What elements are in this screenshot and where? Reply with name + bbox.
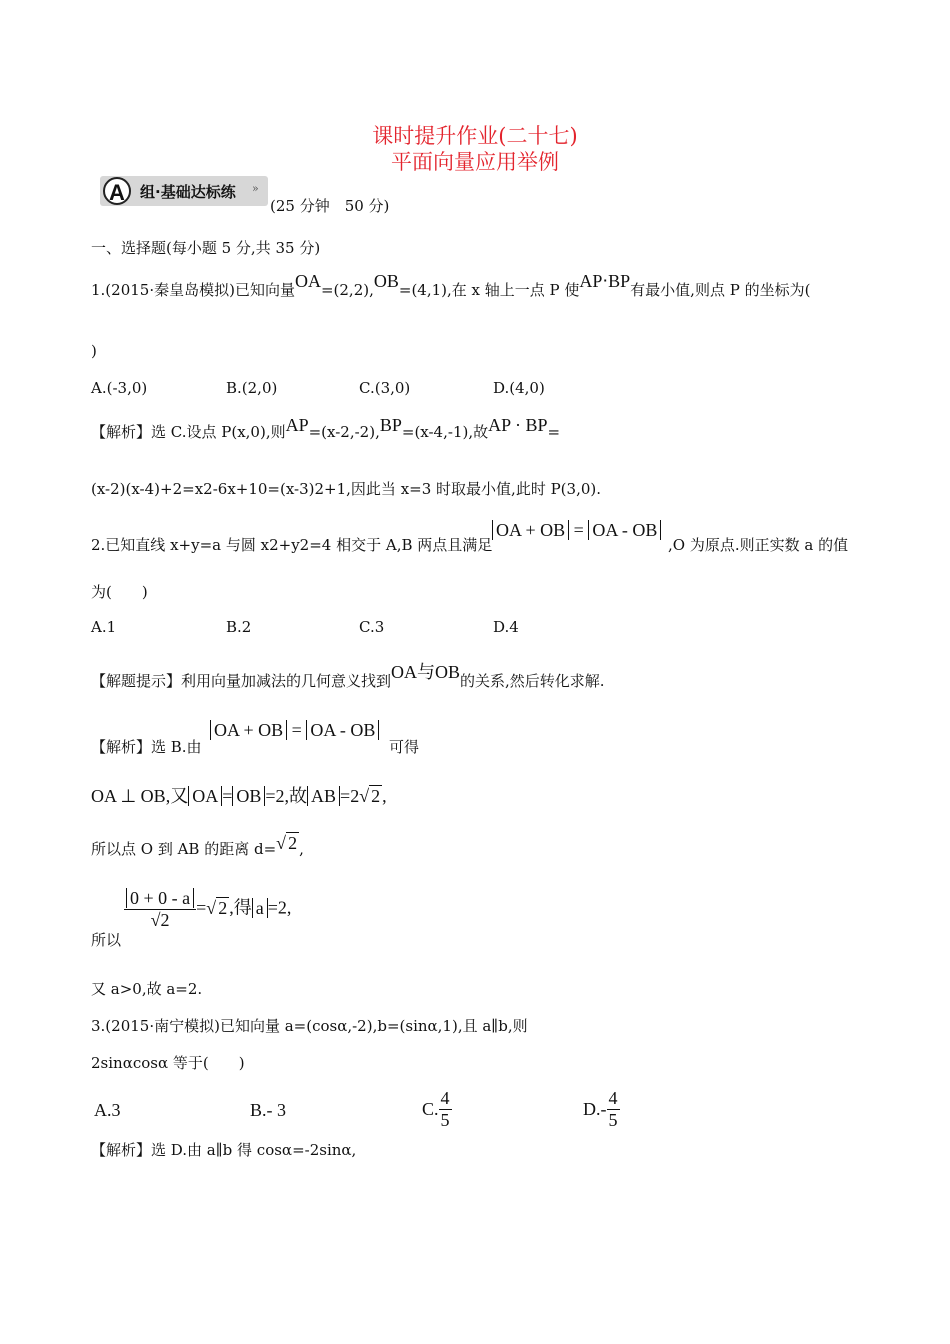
- q2-fraction-line: [124, 888, 291, 931]
- q3-option-b: B.- 3: [250, 1100, 286, 1120]
- q1-sol-vector-bp: BP: [379, 415, 402, 435]
- q2-frac-radicand: 2: [218, 897, 228, 918]
- q1-sol-vector-dot: AP · BP: [488, 415, 548, 435]
- q2-equation: [492, 516, 661, 546]
- q2-hint: [91, 662, 605, 692]
- q1-text-3: 有最小值,则点 P 的坐标为(: [630, 281, 811, 299]
- q2-line-2: 为( ): [91, 583, 148, 601]
- q2-hint-expr: OA与OB: [391, 662, 461, 682]
- q2-frac-get: ,得: [229, 897, 252, 918]
- q3-optd-fraction: [607, 1088, 620, 1131]
- q1-vector-oa: OA: [294, 271, 321, 291]
- page-title: 课时提升作业(二十七): [372, 124, 578, 148]
- q2-expr-left: OA + OB: [492, 520, 569, 540]
- q1-solution: [91, 415, 561, 442]
- q2-fraction: [124, 888, 196, 931]
- q2-suffix: ,O 为原点.则正实数 a 的值: [668, 536, 849, 554]
- q2-sol-expr-left: OA + OB: [210, 720, 287, 740]
- q3-optc-fraction: [439, 1088, 452, 1131]
- q1-vector-dot: AP⋅BP: [579, 271, 631, 291]
- q1-prefix: 1.(2015·秦皇岛模拟)已知向量: [91, 281, 295, 299]
- q1-option-d: D.(4,0): [493, 379, 545, 397]
- q2-dist-suffix: ,: [299, 840, 304, 858]
- q2-so-label: 所以: [91, 931, 122, 949]
- q3-optd-num: 4: [608, 1088, 618, 1108]
- q1-option-a: A.(-3,0): [91, 379, 148, 397]
- q2-perp-line: [91, 782, 387, 808]
- time-score: (25 分钟 50 分): [270, 197, 390, 215]
- q1-solution-line-2: (x-2)(x-4)+2=x2-6x+10=(x-3)2+1,因此当 x=3 时取最小值,此时 P(3,0).: [91, 480, 602, 498]
- q2-dist-sqrt: √ 2: [276, 833, 298, 853]
- q2-frac-num-text: 0 + 0 - a: [126, 888, 194, 908]
- q3-solution: 【解析】选 D.由 a∥b 得 cosα=-2sinα,: [91, 1141, 357, 1159]
- q1-option-c: C.(3,0): [359, 379, 411, 397]
- q3-optc-num: 4: [440, 1088, 450, 1108]
- q2-option-c: C.3: [359, 618, 385, 636]
- q2-perp-oa: OA: [188, 786, 222, 806]
- q1-sol-prefix: 【解析】选 C.设点 P(x,0),则: [91, 423, 286, 441]
- q3-optc-den: 5: [440, 1110, 450, 1130]
- q3-option-a: A.3: [94, 1100, 121, 1120]
- q2-eq: =: [573, 520, 584, 540]
- section-heading: 一、选择题(每小题 5 分,共 35 分): [91, 239, 321, 257]
- q1-sol-text-3: =: [547, 423, 561, 441]
- q2-perp-end: ,: [382, 786, 387, 806]
- q1-option-b: B.(2,0): [226, 379, 278, 397]
- q2-expr-right: OA - OB: [588, 520, 661, 540]
- q2-hint-suffix: 的关系,然后转化求解.: [460, 672, 605, 690]
- q2-prefix: 2.已知直线 x+y=a 与圆 x2+y2=4 相交于 A,B 两点且满足: [91, 536, 493, 554]
- q2-perp-a: OA ⊥ OB,又: [91, 786, 189, 806]
- q2-frac-eq: =: [196, 897, 207, 918]
- q1-text-2: =(4,1),在 x 轴上一点 P 使: [398, 281, 580, 299]
- q1-sol-text-1: =(x-2,-2),: [308, 423, 380, 441]
- q2-perp-ob: OB: [232, 786, 265, 806]
- q2-perp-sqrt: √ 2: [359, 786, 381, 806]
- q2-option-a: A.1: [91, 618, 117, 636]
- q1-vector-ob: OB: [373, 271, 399, 291]
- q3-optd-den: 5: [608, 1110, 618, 1130]
- q2-final: 又 a>0,故 a=2.: [91, 980, 203, 998]
- section-badge: [100, 176, 268, 206]
- badge-label: 组·基础达标练: [140, 183, 236, 201]
- q2-frac-sqrt: √ 2: [206, 897, 228, 918]
- q2-frac-num: [124, 888, 196, 910]
- q3-optd-prefix: D.-: [583, 1099, 607, 1119]
- q2-perp-ab: AB: [307, 786, 340, 806]
- q2-option-b: B.2: [226, 618, 252, 636]
- q2-sol-prefix: 【解析】选 B.由: [91, 738, 202, 756]
- q2-distance: [91, 833, 304, 859]
- q3-optc-prefix: C.: [422, 1099, 439, 1119]
- q3-option-c: [422, 1088, 452, 1131]
- q2-frac-den: √2: [150, 910, 170, 930]
- q2-perp-c: =2: [340, 786, 360, 806]
- q3-option-d: [583, 1088, 620, 1131]
- q2-sol-expr-right: OA - OB: [306, 720, 379, 740]
- q2-frac-end: =2,: [267, 897, 292, 918]
- q2-dist-radicand: 2: [288, 833, 298, 853]
- q2-perp-radicand: 2: [371, 786, 381, 806]
- q2-hint-prefix: 【解题提示】利用向量加减法的几何意义找到: [91, 672, 392, 690]
- q2-sol-eq: =: [291, 720, 302, 740]
- q3-line-2: 2sinαcosα 等于( ): [91, 1054, 245, 1072]
- q1-text-1: =(2,2),: [320, 281, 374, 299]
- q2-sol-equation: [210, 716, 379, 746]
- page-subtitle: 平面向量应用举例: [391, 150, 559, 174]
- q2-dist-prefix: 所以点 O 到 AB 的距离 d=: [91, 840, 277, 858]
- q2-sol-suffix: 可得: [389, 738, 420, 756]
- q1-line-2: ): [91, 342, 97, 360]
- q2-perp-b: =2,故: [265, 786, 308, 806]
- q1-sol-vector-ap: AP: [285, 415, 309, 435]
- q1-sol-text-2: =(x-4,-1),故: [401, 423, 489, 441]
- q2-option-d: D.4: [493, 618, 519, 636]
- q3-line-1: 3.(2015·南宁模拟)已知向量 a=(cosα,-2),b=(sinα,1),且 a∥b,则: [91, 1017, 528, 1035]
- q2-frac-den-radicand: 2: [160, 910, 170, 930]
- badge-arrow-icon: »: [252, 182, 259, 195]
- q2-frac-abs-a: a: [252, 898, 268, 918]
- q2-perp-eq: =: [222, 786, 233, 806]
- badge-letter: A: [103, 177, 131, 205]
- question-1: [91, 271, 811, 300]
